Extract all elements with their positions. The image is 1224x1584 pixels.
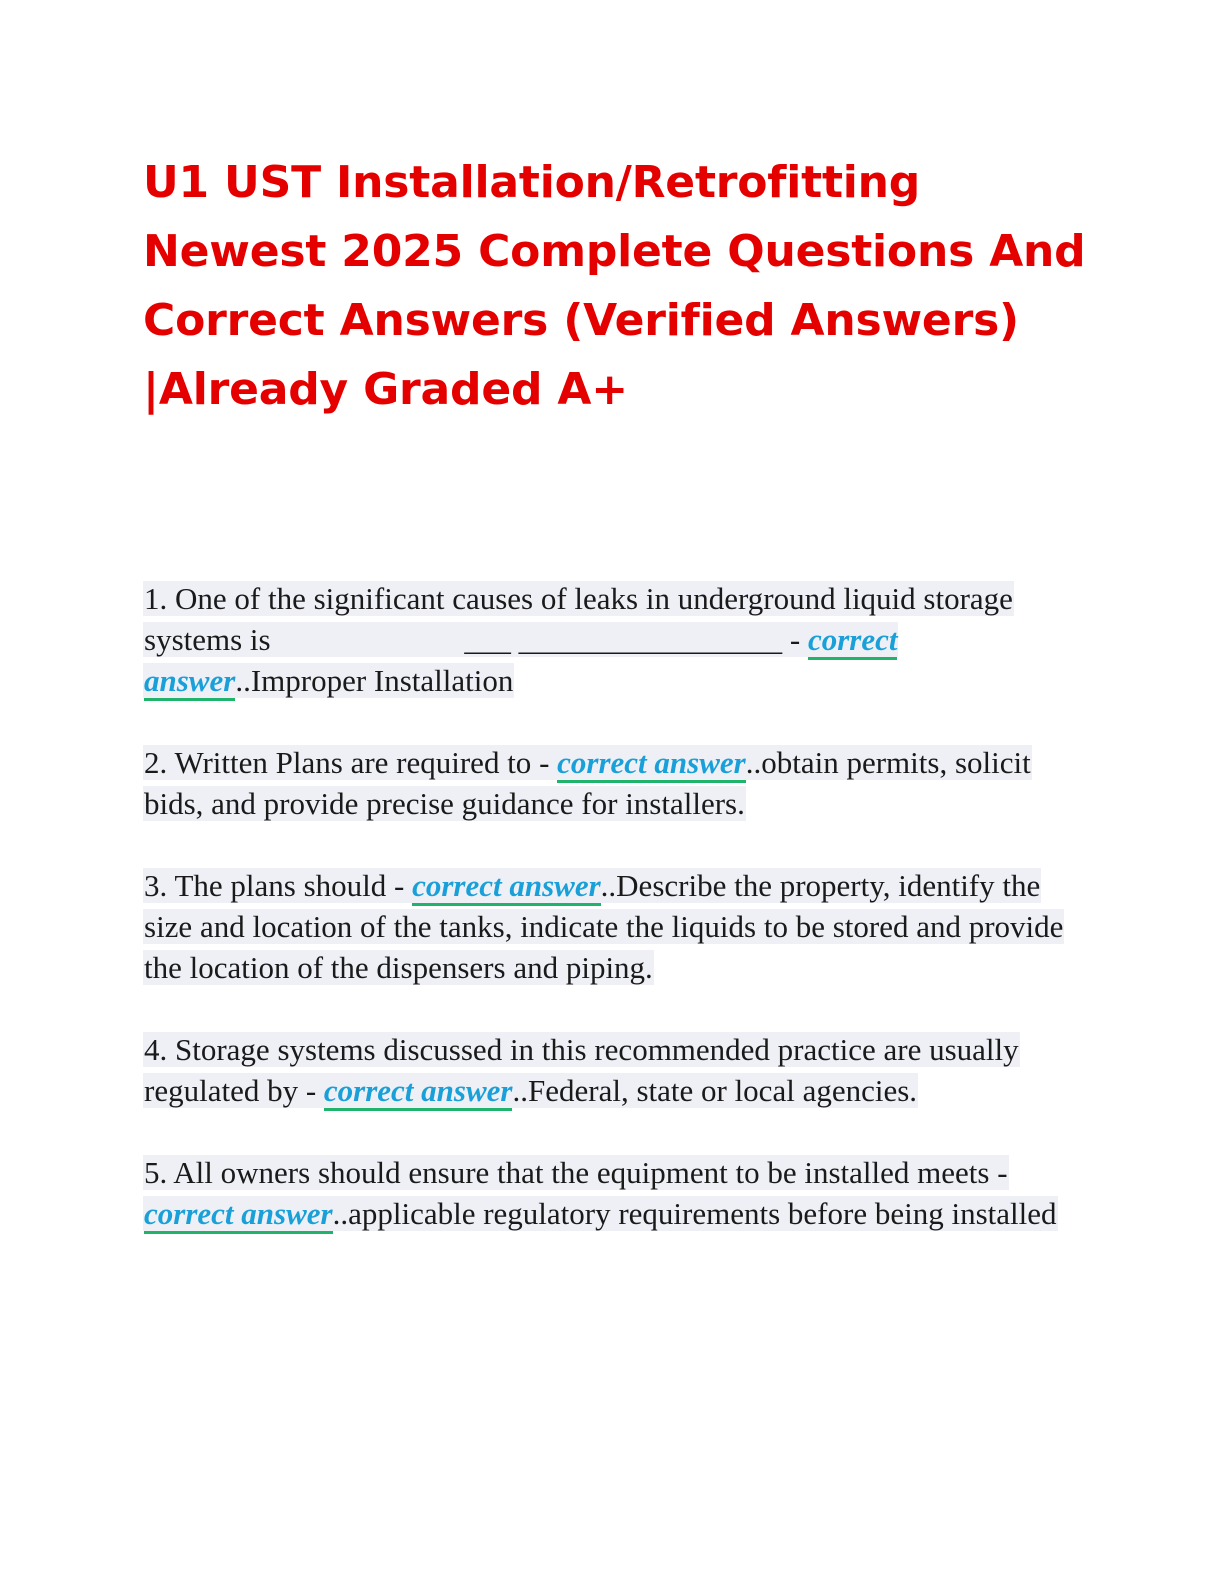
question-item-5 [143,1152,1083,1234]
question-text-3 [143,868,1064,985]
question-item-3 [143,865,1083,988]
question-number-5: 5. [144,1155,168,1190]
question-item-1 [143,578,1083,701]
question-number-4: 4. [144,1032,168,1067]
correct-answer-link-2[interactable]: correct answer [557,745,746,783]
answer-text-3: ..Describe the property, identify the size and location of the tanks, indicate the liquids to be stored and provide the location of the dispensers and piping. [144,868,1064,985]
question-item-2 [143,742,1083,824]
answer-text-4: ..Federal, state or local agencies. [512,1073,918,1108]
separator-1: - [782,622,808,657]
separator-5: - [989,1155,1008,1190]
separator-4: - [298,1073,324,1108]
separator-3: - [386,868,413,903]
question-prompt-3: The plans should [174,868,387,903]
question-text-2 [143,745,1032,821]
answer-text-1: ..Improper Installation [235,663,514,698]
question-list [143,578,1083,1275]
question-prompt-5: All owners should ensure that the equipment to be installed meets [173,1155,990,1190]
question-prompt-1: One of the significant causes of leaks in underground liquid storage systems is [144,581,1013,657]
answer-blank-1: ___ _________________ [464,622,783,657]
answer-text-2: ..obtain permits, solicit bids, and provide precise guidance for installers. [144,745,1031,821]
question-text-5 [143,1155,1058,1231]
question-prompt-2: Written Plans are required to [174,745,532,780]
question-number-3: 3. [144,868,168,903]
question-number-2: 2. [144,745,168,780]
question-number-1: 1. [144,581,168,616]
correct-answer-link-1-part-a: correct [807,622,898,657]
correct-answer-link-1-part-b: answer [144,663,236,698]
correct-answer-link-4[interactable]: correct answer [324,1073,513,1111]
question-text-4 [143,1032,1020,1108]
question-item-4 [143,1029,1083,1111]
correct-answer-link-5[interactable]: correct answer [144,1196,333,1234]
separator-2: - [531,745,558,780]
correct-answer-link-3[interactable]: correct answer [412,868,601,906]
question-text-1 [143,581,1014,698]
document-title: U1 UST Installation/Retrofitting Newest 2025 Complete Questions And Correct Answers (Verified Answers) |Already Graded A+ [143,157,1086,415]
question-prompt-4: Storage systems discussed in this recommended practice are usually regulated by [144,1032,1019,1108]
answer-text-5: ..applicable regulatory requirements before being installed [332,1196,1057,1231]
